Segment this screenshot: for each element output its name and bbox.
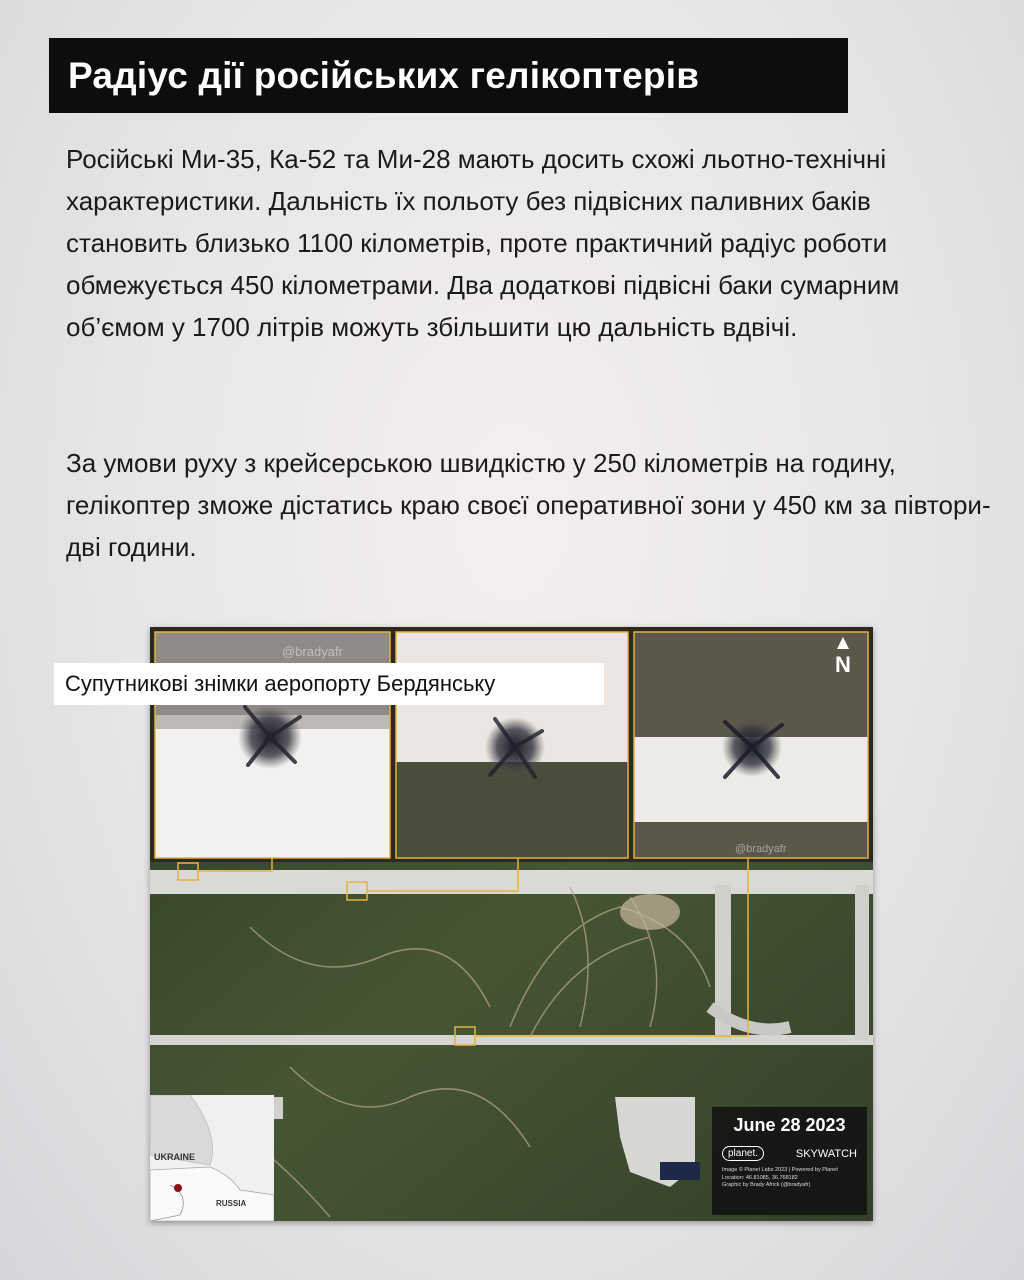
watermark: @bradyafr bbox=[282, 644, 343, 659]
map-label-russia: RUSSIA bbox=[216, 1199, 247, 1208]
image-date: June 28 2023 bbox=[733, 1115, 846, 1135]
credit-line-2: Location: 46.81085, 36.768182 bbox=[722, 1174, 798, 1181]
north-arrow bbox=[830, 637, 856, 675]
credit-line-3: Graphic by Brady Africk (@bradyafr) bbox=[722, 1182, 811, 1188]
page-title bbox=[49, 38, 848, 113]
logo-row bbox=[722, 1146, 857, 1161]
planet-logo: planet. bbox=[722, 1146, 764, 1161]
map-label-ukraine: UKRAINE bbox=[154, 1152, 196, 1162]
satellite-image bbox=[150, 627, 873, 1221]
body-paragraph-2: За умови руху з крейсерською швидкістю у 250 кілометрів на годину, гелікоптер зможе дістатись краю своєї оперативної зони у 450 км за півтори-дві години. bbox=[66, 448, 991, 562]
north-label: N bbox=[835, 652, 851, 677]
watermark: @bradyafr bbox=[735, 843, 787, 855]
image-caption bbox=[54, 663, 604, 705]
skywatch-logo: SKYWATCH bbox=[795, 1147, 857, 1160]
location-inset-map bbox=[150, 1095, 274, 1221]
body-paragraph-1: Російські Ми-35, Ка-52 та Ми-28 мають досить схожі льотно-технічні характеристики. Дальність їх польоту без підвісних паливних баків становить близько 1100 кілометрів, проте практичний радіус роботи обмежується 450 кілометрами. Два додаткові підвісні баки сумарним об’ємом у 1700 літрів можуть збільшити цю дальність вдвічі. bbox=[66, 144, 900, 342]
page-title-text: Радіус дії російських гелікоптерів bbox=[68, 54, 700, 96]
image-info-box bbox=[712, 1107, 867, 1215]
image-caption-text: Супутникові знімки аеропорту Бердянську bbox=[65, 671, 496, 696]
credit-line-1: Image © Planet Labs 2023 | Powered by Planet bbox=[722, 1167, 838, 1173]
north-arrow-icon bbox=[837, 637, 849, 649]
